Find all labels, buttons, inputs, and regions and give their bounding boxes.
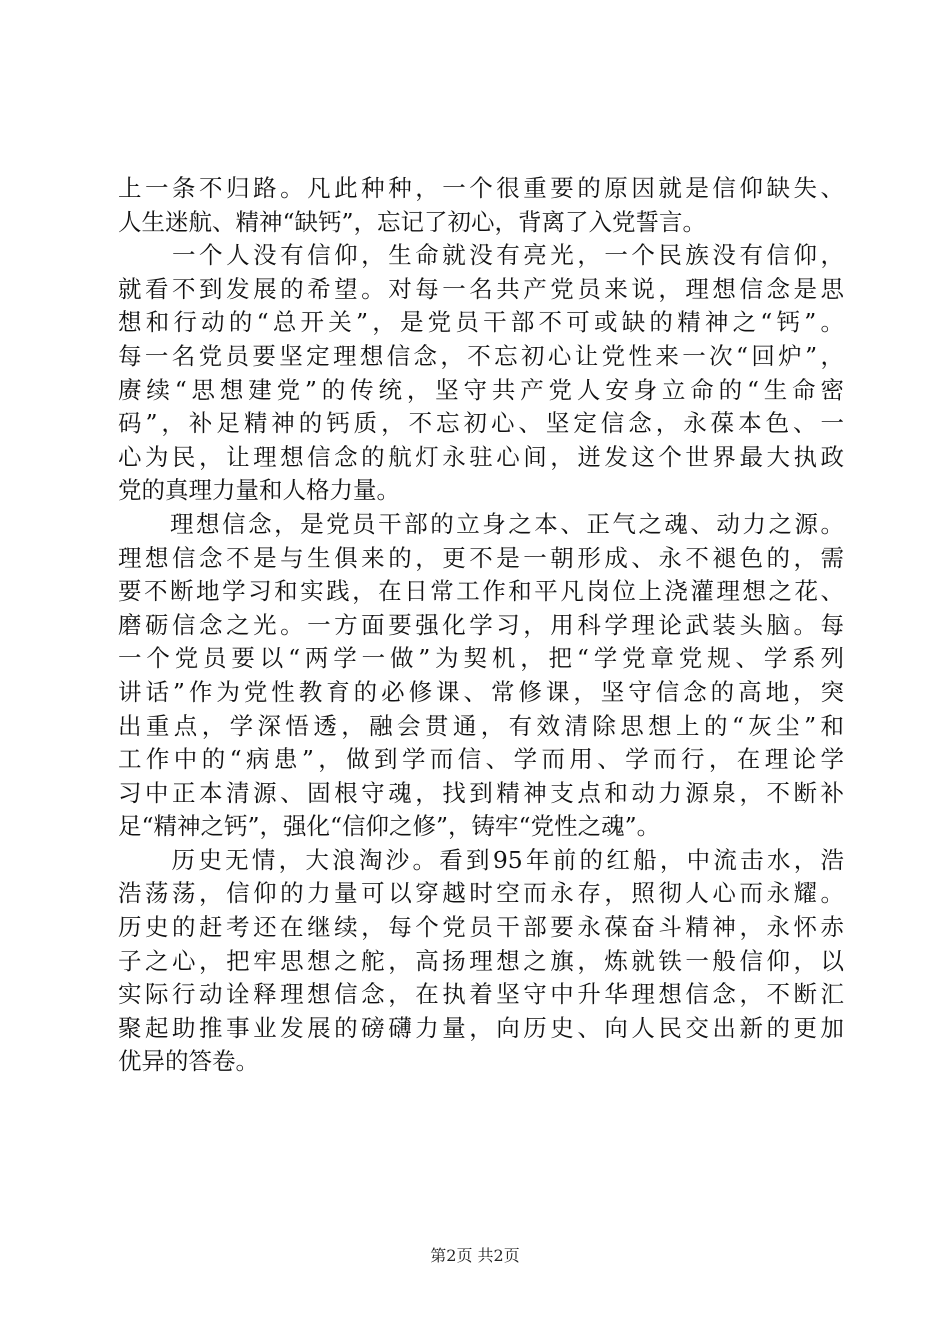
text-line: 就看不到发展的希望。对每一名共产党员来说，理想信念是思 (118, 274, 844, 303)
text-line: 码”，补足精神的钙质，不忘初心、坚定信念，永葆本色、一 (118, 409, 844, 438)
text-line: 历史的赶考还在继续，每个党员干部要永葆奋斗精神，永怀赤 (118, 913, 844, 942)
text-line: 讲话”作为党性教育的必修课、常修课，坚守信念的高地，突 (118, 677, 844, 706)
text-line: 想和行动的“总开关”，是党员干部不可或缺的精神之“钙”。 (118, 308, 844, 337)
text-line: 足“精神之钙”，强化“信仰之修”，铸牢“党性之魂”。 (118, 812, 661, 841)
text-line: 历史无情，大浪淘沙。看到95年前的红船，中流击水，浩 (118, 845, 844, 874)
text-line: 一个党员要以“两学一做”为契机，把“学党章党规、学系列 (118, 644, 844, 673)
text-line: 聚起助推事业发展的磅礴力量，向历史、向人民交出新的更加 (118, 1013, 844, 1042)
text-line: 出重点，学深悟透，融会贯通，有效清除思想上的“灰尘”和 (118, 711, 844, 740)
text-line: 一个人没有信仰，生命就没有亮光，一个民族没有信仰， (118, 241, 844, 270)
text-line: 实际行动诠释理想信念，在执着坚守中升华理想信念，不断汇 (118, 980, 844, 1009)
text-line: 心为民，让理想信念的航灯永驻心间，迸发这个世界最大执政 (118, 442, 844, 471)
text-line: 人生迷航、精神“缺钙”，忘记了初心，背离了入党誓言。 (118, 207, 707, 236)
text-line: 子之心，把牢思想之舵，高扬理想之旗，炼就铁一般信仰，以 (118, 946, 844, 975)
text-line: 理想信念不是与生俱来的，更不是一朝形成、永不褪色的，需 (118, 543, 844, 572)
text-line: 磨砺信念之光。一方面要强化学习，用科学理论武装头脑。每 (118, 610, 844, 639)
text-line: 浩荡荡，信仰的力量可以穿越时空而永存，照彻人心而永耀。 (118, 879, 844, 908)
text-line: 每一名党员要坚定理想信念，不忘初心让党性来一次“回炉”， (118, 341, 844, 370)
page-footer: 第2页 共2页 (430, 1246, 520, 1265)
body-text (118, 172, 844, 1079)
text-line: 上一条不归路。凡此种种，一个很重要的原因就是信仰缺失、 (118, 174, 844, 202)
text-line: 工作中的“病患”，做到学而信、学而用、学而行，在理论学 (118, 745, 844, 774)
text-line: 优异的答卷。 (118, 1047, 259, 1076)
text-line: 要不断地学习和实践，在日常工作和平凡岗位上浇灌理想之花、 (118, 577, 844, 606)
text-line: 理想信念，是党员干部的立身之本、正气之魂、动力之源。 (118, 509, 844, 538)
text-line: 习中正本清源、固根守魂，找到精神支点和动力源泉，不断补 (118, 778, 844, 807)
text-line: 赓续“思想建党”的传统，坚守共产党人安身立命的“生命密 (118, 375, 844, 404)
text-line: 党的真理力量和人格力量。 (118, 476, 400, 505)
